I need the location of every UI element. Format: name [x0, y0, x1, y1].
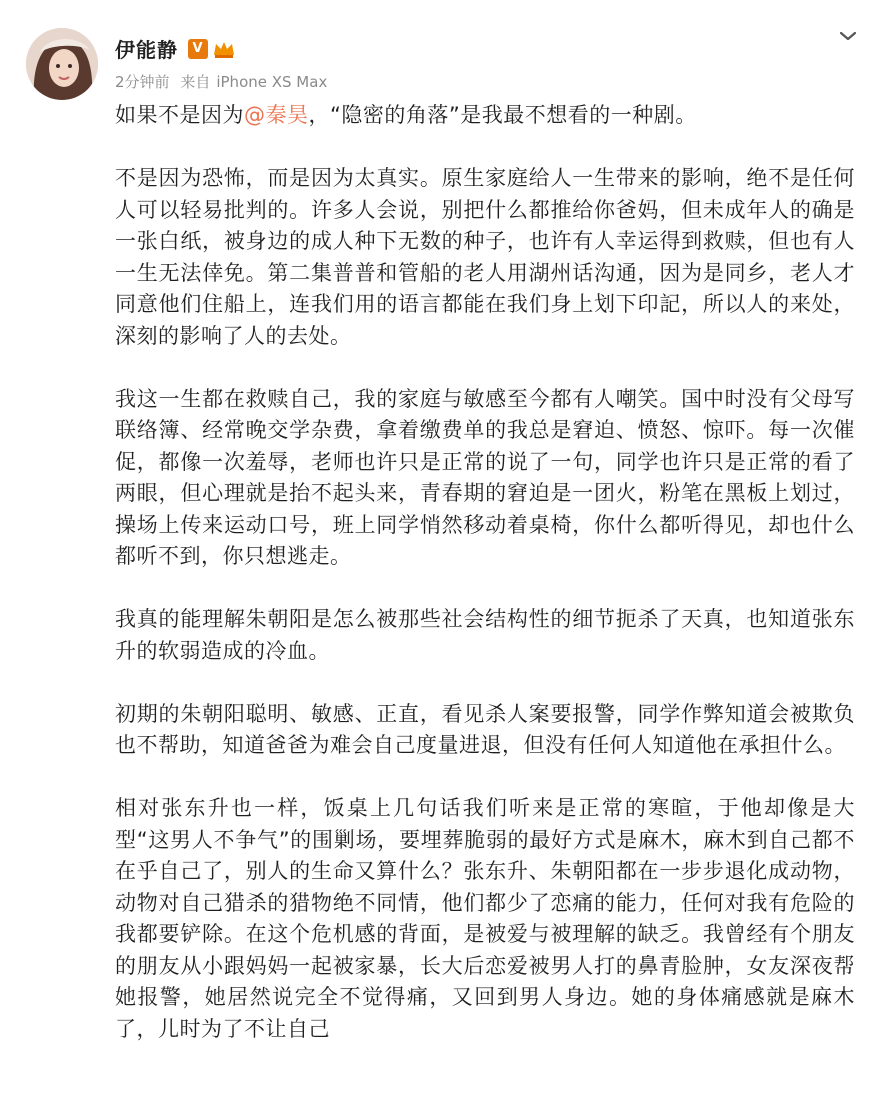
author-name[interactable]: 伊能静: [115, 38, 178, 62]
paragraph-2: 不是因为恐怖，而是因为太真实。原生家庭给人一生带来的影响，绝不是任何人可以轻易批判的。许多人会说，别把什么都推给你爸妈，但未成年人的确是一张白纸，被身边的成人种下无数的种子，也许有人幸运得到救赎，但也有人一生无法倖免。第二集普普和管船的老人用湖州话沟通，因为是同乡，老人才同意他们住船上，连我们用的语言都能在我们身上划下印記，所以人的来处，深刻的影响了人的去处。: [115, 166, 855, 348]
author-name-row: [115, 34, 236, 63]
mention-link[interactable]: @秦昊: [244, 103, 309, 127]
avatar[interactable]: [26, 28, 98, 100]
crown-icon: [212, 39, 236, 59]
paragraph-5: 初期的朱朝阳聪明、敏感、正直，看见杀人案要报警，同学作弊知道会被欺负也不帮助，知道爸爸为难会自己度量进退，但没有任何人知道他在承担什么。: [115, 701, 855, 757]
paragraph-1: 如果不是因为@秦昊，“隐密的角落”是我最不想看的一种剧。: [115, 103, 697, 127]
avatar-photo: [26, 28, 98, 100]
post-meta: [115, 71, 333, 92]
paragraph-4: 我真的能理解朱朝阳是怎么被那些社会结构性的细节扼杀了天真，也知道张东升的软弱造成的冷血。: [115, 607, 855, 663]
post-body: [115, 100, 855, 1077]
source-device: iPhone XS Max: [216, 73, 328, 91]
post-time: 2分钟前: [115, 73, 170, 91]
chevron-down-icon[interactable]: [836, 26, 860, 46]
verified-badge-icon: V: [188, 39, 208, 59]
paragraph-3: 我这一生都在救赎自己，我的家庭与敏感至今都有人嘲笑。国中时没有父母写联络簿、经常晚交学杂费，拿着缴费单的我总是窘迫、愤怒、惊吓。每一次催促，都像一次羞辱，老师也许只是正常的说了一句，同学也许只是正常的看了两眼，但心理就是抬不起头来，青春期的窘迫是一团火，粉笔在黑板上划过，操场上传来运动口号，班上同学悄然移动着桌椅，你什么都听得见，却也什么都听不到，你只想逃走。: [115, 386, 855, 568]
paragraph-6: 相对张东升也一样，饭桌上几句话我们听来是正常的寒暄，于他却像是大型“这男人不争气”的围剿场，要埋葬脆弱的最好方式是麻木，麻木到自己都不在乎自己了，别人的生命又算什么？张东升、朱朝阳都在一步步退化成动物，动物对自己猎杀的猎物绝不同情，他们都少了恋痛的能力，任何对我有危险的我都要铲除。在这个危机感的背面，是被爱与被理解的缺乏。我曾经有个朋友的朋友从小跟妈妈一起被家暴，长大后恋爱被男人打的鼻青脸肿，女友深夜帮她报警，她居然说完全不觉得痛，又回到男人身边。她的身体痛感就是麻木了，儿时为了不让自己: [115, 796, 855, 1041]
source-prefix: 来自: [180, 73, 211, 91]
